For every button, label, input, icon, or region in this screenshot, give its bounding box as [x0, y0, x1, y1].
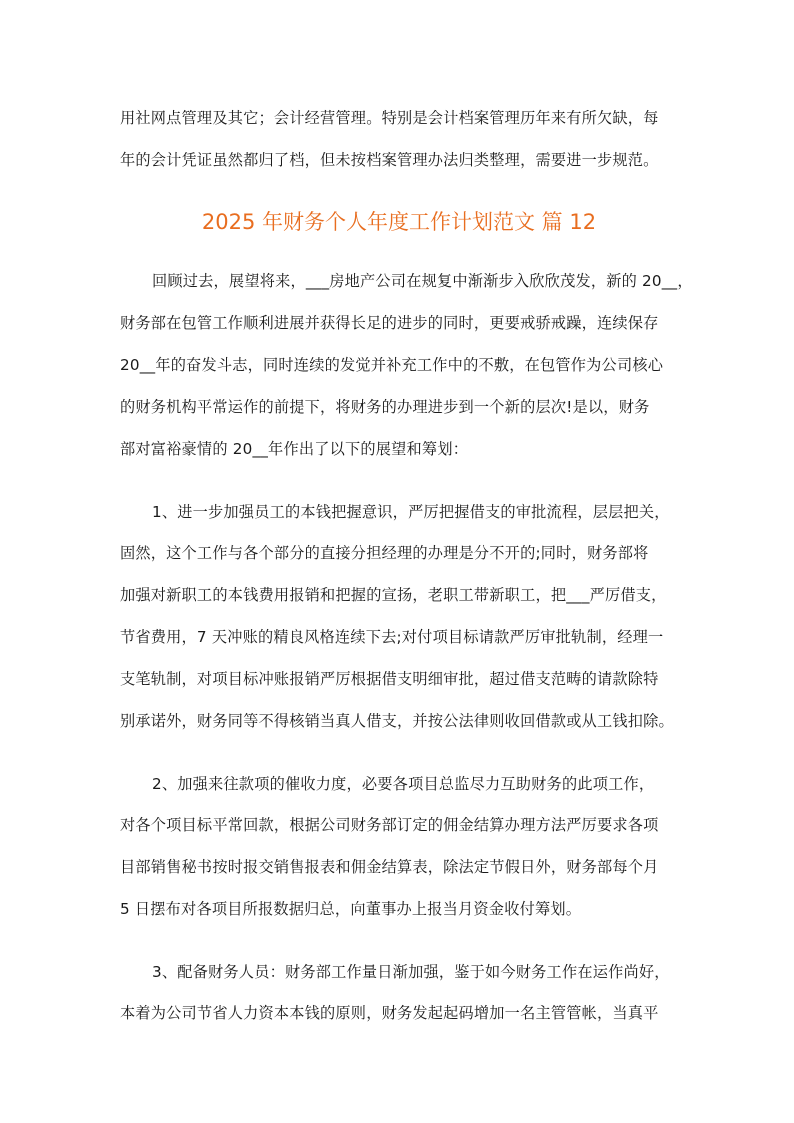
paragraph-1-line-1: 回顾过去，展望将来，___房地产公司在规复中渐渐步入欣欣茂发，新的 20__， — [152, 272, 693, 290]
paragraph-3-line-1: 2、加强来往款项的催收力度，必要各项目总监尽力互助财务的此项工作， — [152, 775, 655, 793]
paragraph-3-line-4: 5 日摆布对各项目所报数据归总，向董事办上报当月资金收付筹划。 — [120, 900, 582, 918]
paragraph-2-line-6: 别承诺外，财务同等不得核销当真人借支，并按公法律则收回借款或从工钱扣除。 — [120, 712, 674, 730]
section-title: 2025 年财务个人年度工作计划范文 篇 12 — [201, 210, 597, 234]
paragraph-1-line-3: 20__年的奋发斗志，同时连续的发觉并补充工作中的不敷，在包管作为公司核心 — [120, 356, 664, 374]
paragraph-2-line-5: 支笔轨制，对项目标冲账报销严厉根据借支明细审批，超过借支范畴的请款除特 — [120, 670, 659, 688]
paragraph-3-line-3: 目部销售秘书按时报交销售报表和佣金结算表，除法定节假日外，财务部每个月 — [120, 858, 659, 876]
paragraph-1-line-2: 财务部在包管工作顺利进展并获得长足的进步的同时，更要戒骄戒躁，连续保存 — [120, 314, 659, 332]
paragraph-3-line-2: 对各个项目标平常回款，根据公司财务部订定的佣金结算办理方法严厉要求各项 — [120, 816, 659, 834]
intro-line-2: 年的会计凭证虽然都归了档，但未按档案管理办法归类整理，需要进一步规范。 — [120, 151, 659, 169]
intro-line-1: 用社网点管理及其它；会计经营管理。特别是会计档案管理历年来有所欠缺，每 — [120, 109, 659, 127]
paragraph-1-line-5: 部对富裕豪情的 20__年作出了以下的展望和筹划： — [120, 440, 469, 458]
paragraph-4-line-2: 本着为公司节省人力资本本钱的原则，财务发起起码增加一名主管管帐，当真平 — [120, 1004, 659, 1022]
paragraph-4-line-1: 3、配备财务人员：财务部工作量日渐加强，鉴于如今财务工作在运作尚好， — [152, 963, 670, 981]
paragraph-2-line-2: 固然，这个工作与各个部分的直接分担经理的办理是分不开的;同时，财务部将 — [120, 544, 649, 562]
paragraph-2-line-4: 节省费用，7 天冲账的精良风格连续下去;对付项目标请款严厉审批轨制，经理一 — [120, 628, 664, 646]
paragraph-2-line-3: 加强对新职工的本钱费用报销和把握的宣扬，老职工带新职工，把___严厉借支， — [120, 586, 667, 604]
paragraph-1-line-4: 的财务机构平常运作的前提下，将财务的办理进步到一个新的层次!是以，财务 — [120, 398, 650, 416]
paragraph-2-line-1: 1、进一步加强员工的本钱把握意识，严厉把握借支的审批流程，层层把关， — [152, 503, 670, 521]
